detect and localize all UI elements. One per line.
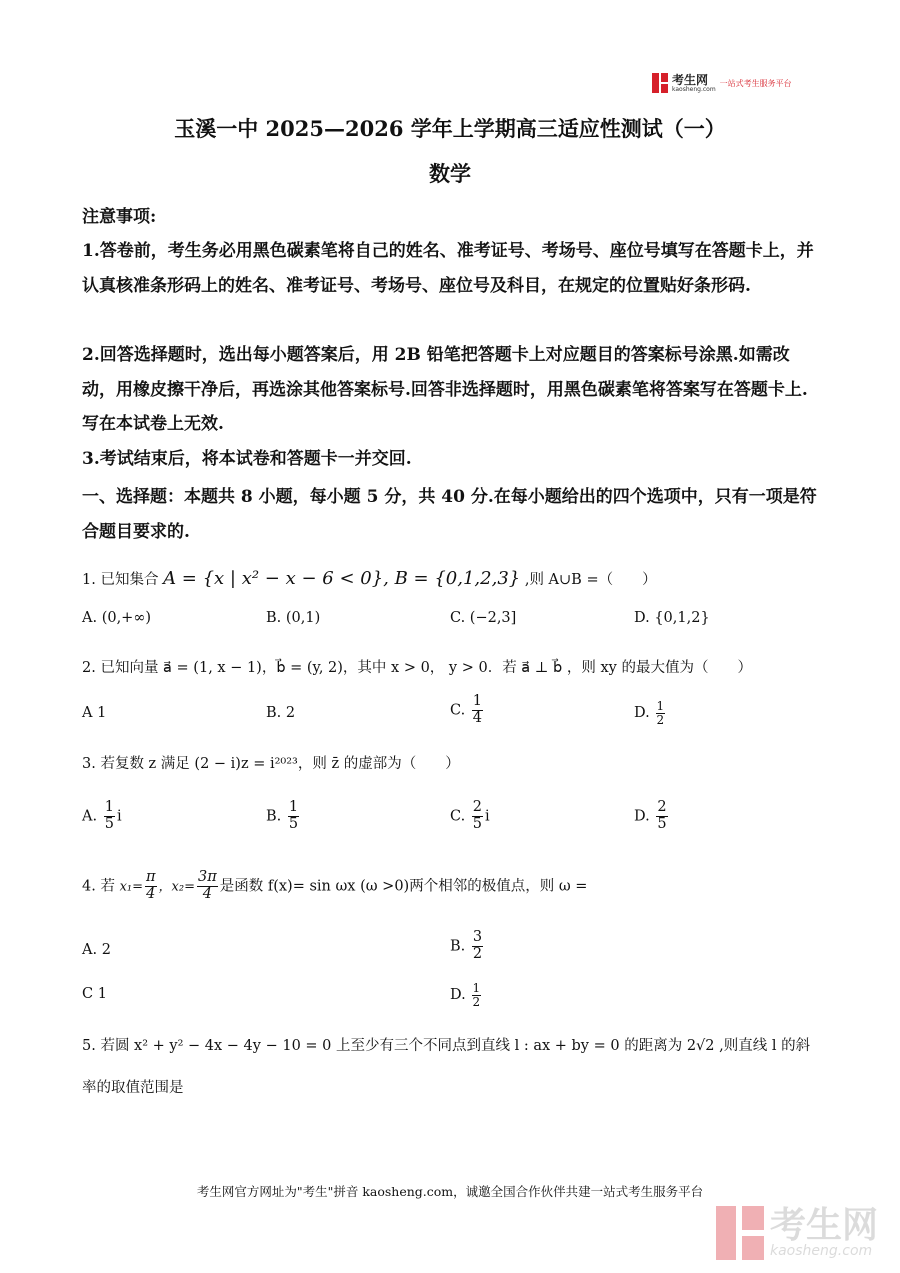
q3-option-b — [266, 800, 301, 833]
q4-option-b-label: B. — [450, 938, 466, 955]
q2-d-numerator: 1 — [656, 699, 665, 713]
q3-option-c — [450, 800, 490, 833]
q2-d-denominator: 2 — [656, 713, 665, 728]
logo-name: 考生网 — [672, 72, 709, 87]
q1-option-d: D. {0,1,2} — [634, 610, 710, 626]
q2-option-d-fraction — [656, 700, 666, 727]
q4-d-numerator: 1 — [472, 981, 481, 995]
q4-prefix: 4. 若 — [82, 878, 115, 895]
q3-option-b-label: B. — [266, 808, 282, 825]
question-4 — [82, 870, 842, 903]
q2-option-c-label: C. — [450, 702, 466, 719]
q3-c-denominator: 5 — [472, 815, 483, 832]
q3-a-imag-unit: i — [116, 808, 122, 825]
notes-heading: 注意事项: — [82, 207, 157, 227]
q1-option-c: C. (−2,3] — [450, 610, 517, 626]
q3-b-denominator: 5 — [288, 815, 299, 832]
q2-option-a: A 1 — [82, 705, 107, 721]
kaosheng-logo-icon — [652, 73, 668, 93]
watermark-logo-icon — [716, 1206, 764, 1260]
exam-title: 玉溪一中 2025—2026 学年上学期高三适应性测试（一） — [174, 116, 726, 141]
q4-x2-label: ，x₂= — [158, 879, 195, 895]
q4-option-d — [450, 982, 483, 1009]
q4-b-numerator: 3 — [472, 929, 483, 945]
q3-c-fraction — [472, 800, 483, 833]
q4-b-denominator: 2 — [472, 945, 483, 962]
q2-option-b: B. 2 — [266, 705, 296, 721]
q4-x1-fraction — [145, 870, 157, 903]
q3-a-denominator: 5 — [104, 815, 114, 832]
q4-x2-numerator: 3π — [197, 869, 217, 885]
q4-x1-numerator: π — [146, 869, 156, 885]
q4-x1-denominator: 4 — [146, 885, 156, 902]
q4-d-fraction — [472, 982, 482, 1009]
question-1 — [82, 568, 822, 589]
q4-option-a: A. 2 — [82, 942, 111, 958]
q4-x2-denominator: 4 — [202, 885, 212, 902]
q1-sets: A = {x | x² − x − 6 < 0}, B = {0,1,2,3} — [163, 568, 521, 589]
watermark-domain: kaosheng.com — [770, 1243, 873, 1259]
q1-option-a: A. (0,+∞) — [82, 610, 152, 626]
q3-option-d — [634, 800, 670, 833]
logo-slogan: 一站式考生服务平台 — [719, 78, 792, 88]
q1-option-b: B. (0,1) — [266, 610, 321, 626]
watermark-logo — [716, 1206, 878, 1260]
q2-option-d-label: D. — [634, 705, 650, 722]
q1-suffix: ,则 A∪B =（ ） — [524, 572, 657, 588]
q1-prefix: 1. 已知集合 — [82, 572, 159, 588]
q3-c-imag-unit: i — [485, 808, 490, 825]
q2-c-denominator: 4 — [472, 709, 483, 726]
q2-c-numerator: 1 — [472, 693, 483, 709]
q3-option-d-label: D. — [634, 808, 650, 825]
section1-instruction: 一、选择题：本题共 8 小题，每小题 5 分，共 40 分.在每小题给出的四个选项中，只有一项是符合题目要求的. — [82, 487, 817, 542]
q3-b-numerator: 1 — [288, 799, 299, 815]
q3-d-fraction — [656, 800, 667, 833]
note-item-2: 2.回答选择题时，选出每小题答案后，用 2B 铅笔把答题卡上对应题目的答案标号涂黑.如需改动，用橡皮擦干净后，再选涂其他答案标号.回答非选择题时，用黑色碳素笔将答案写在答题卡上.写在本试卷上无效. — [82, 345, 808, 434]
q3-d-denominator: 5 — [657, 815, 667, 832]
q4-option-b — [450, 930, 485, 963]
site-logo — [652, 72, 792, 94]
q2-option-c — [450, 694, 485, 727]
logo-domain: kaosheng.com — [672, 85, 716, 93]
q4-b-fraction — [472, 930, 483, 963]
question-5-line-2: 率的取值范围是 — [82, 1080, 184, 1096]
q3-a-numerator: 1 — [104, 799, 114, 815]
exam-subject: 数学 — [429, 161, 471, 186]
q4-option-d-label: D. — [450, 987, 466, 1004]
q3-option-a-label: A. — [82, 808, 98, 825]
q3-b-fraction — [288, 800, 299, 833]
q2-option-c-fraction — [472, 694, 483, 727]
question-3: 3. 若复数 z 满足 (2 − i)z = i²⁰²³，则 z̄ 的虚部为（ ） — [82, 756, 460, 772]
question-2: 2. 已知向量 a⃗ = (1, x − 1)，b⃗ = (y, 2)，其中 x > 0， y > 0．若 a⃗ ⊥ b⃗ ，则 xy 的最大值为（ ） — [82, 660, 752, 676]
q2-option-d — [634, 700, 667, 727]
question-5-line-1: 5. 若圆 x² + y² − 4x − 4y − 10 = 0 上至少有三个不同点到直线 l : ax + by = 0 的距离为 2√2 ,则直线 l 的斜 — [82, 1038, 811, 1054]
page-footer: 考生网官方网址为"考生"拼音 kaosheng.com，诚邀全国合作伙伴共建一站式考生服务平台 — [196, 1184, 704, 1199]
q4-d-denominator: 2 — [472, 995, 481, 1010]
q3-a-fraction — [104, 800, 115, 833]
q4-option-c: C 1 — [82, 986, 107, 1002]
q4-x2-fraction — [197, 870, 218, 903]
q3-option-a — [82, 800, 122, 833]
q3-option-c-label: C. — [450, 808, 466, 825]
q3-c-numerator: 2 — [472, 799, 483, 815]
note-item-1: 1.答卷前，考生务必用黑色碳素笔将自己的姓名、准考证号、考场号、座位号填写在答题卡上，并认真核准条形码上的姓名、准考证号、考场号、座位号及科目，在规定的位置贴好条形码. — [82, 241, 814, 296]
watermark-name: 考生网 — [770, 1205, 879, 1246]
note-item-3: 3.考试结束后，将本试卷和答题卡一并交回. — [82, 449, 412, 469]
q4-text: 是函数 f(x)= sin ωx (ω >0)两个相邻的极值点，则 ω = — [219, 878, 588, 895]
q4-x1-label: x₁= — [119, 879, 143, 895]
q3-d-numerator: 2 — [657, 799, 667, 815]
